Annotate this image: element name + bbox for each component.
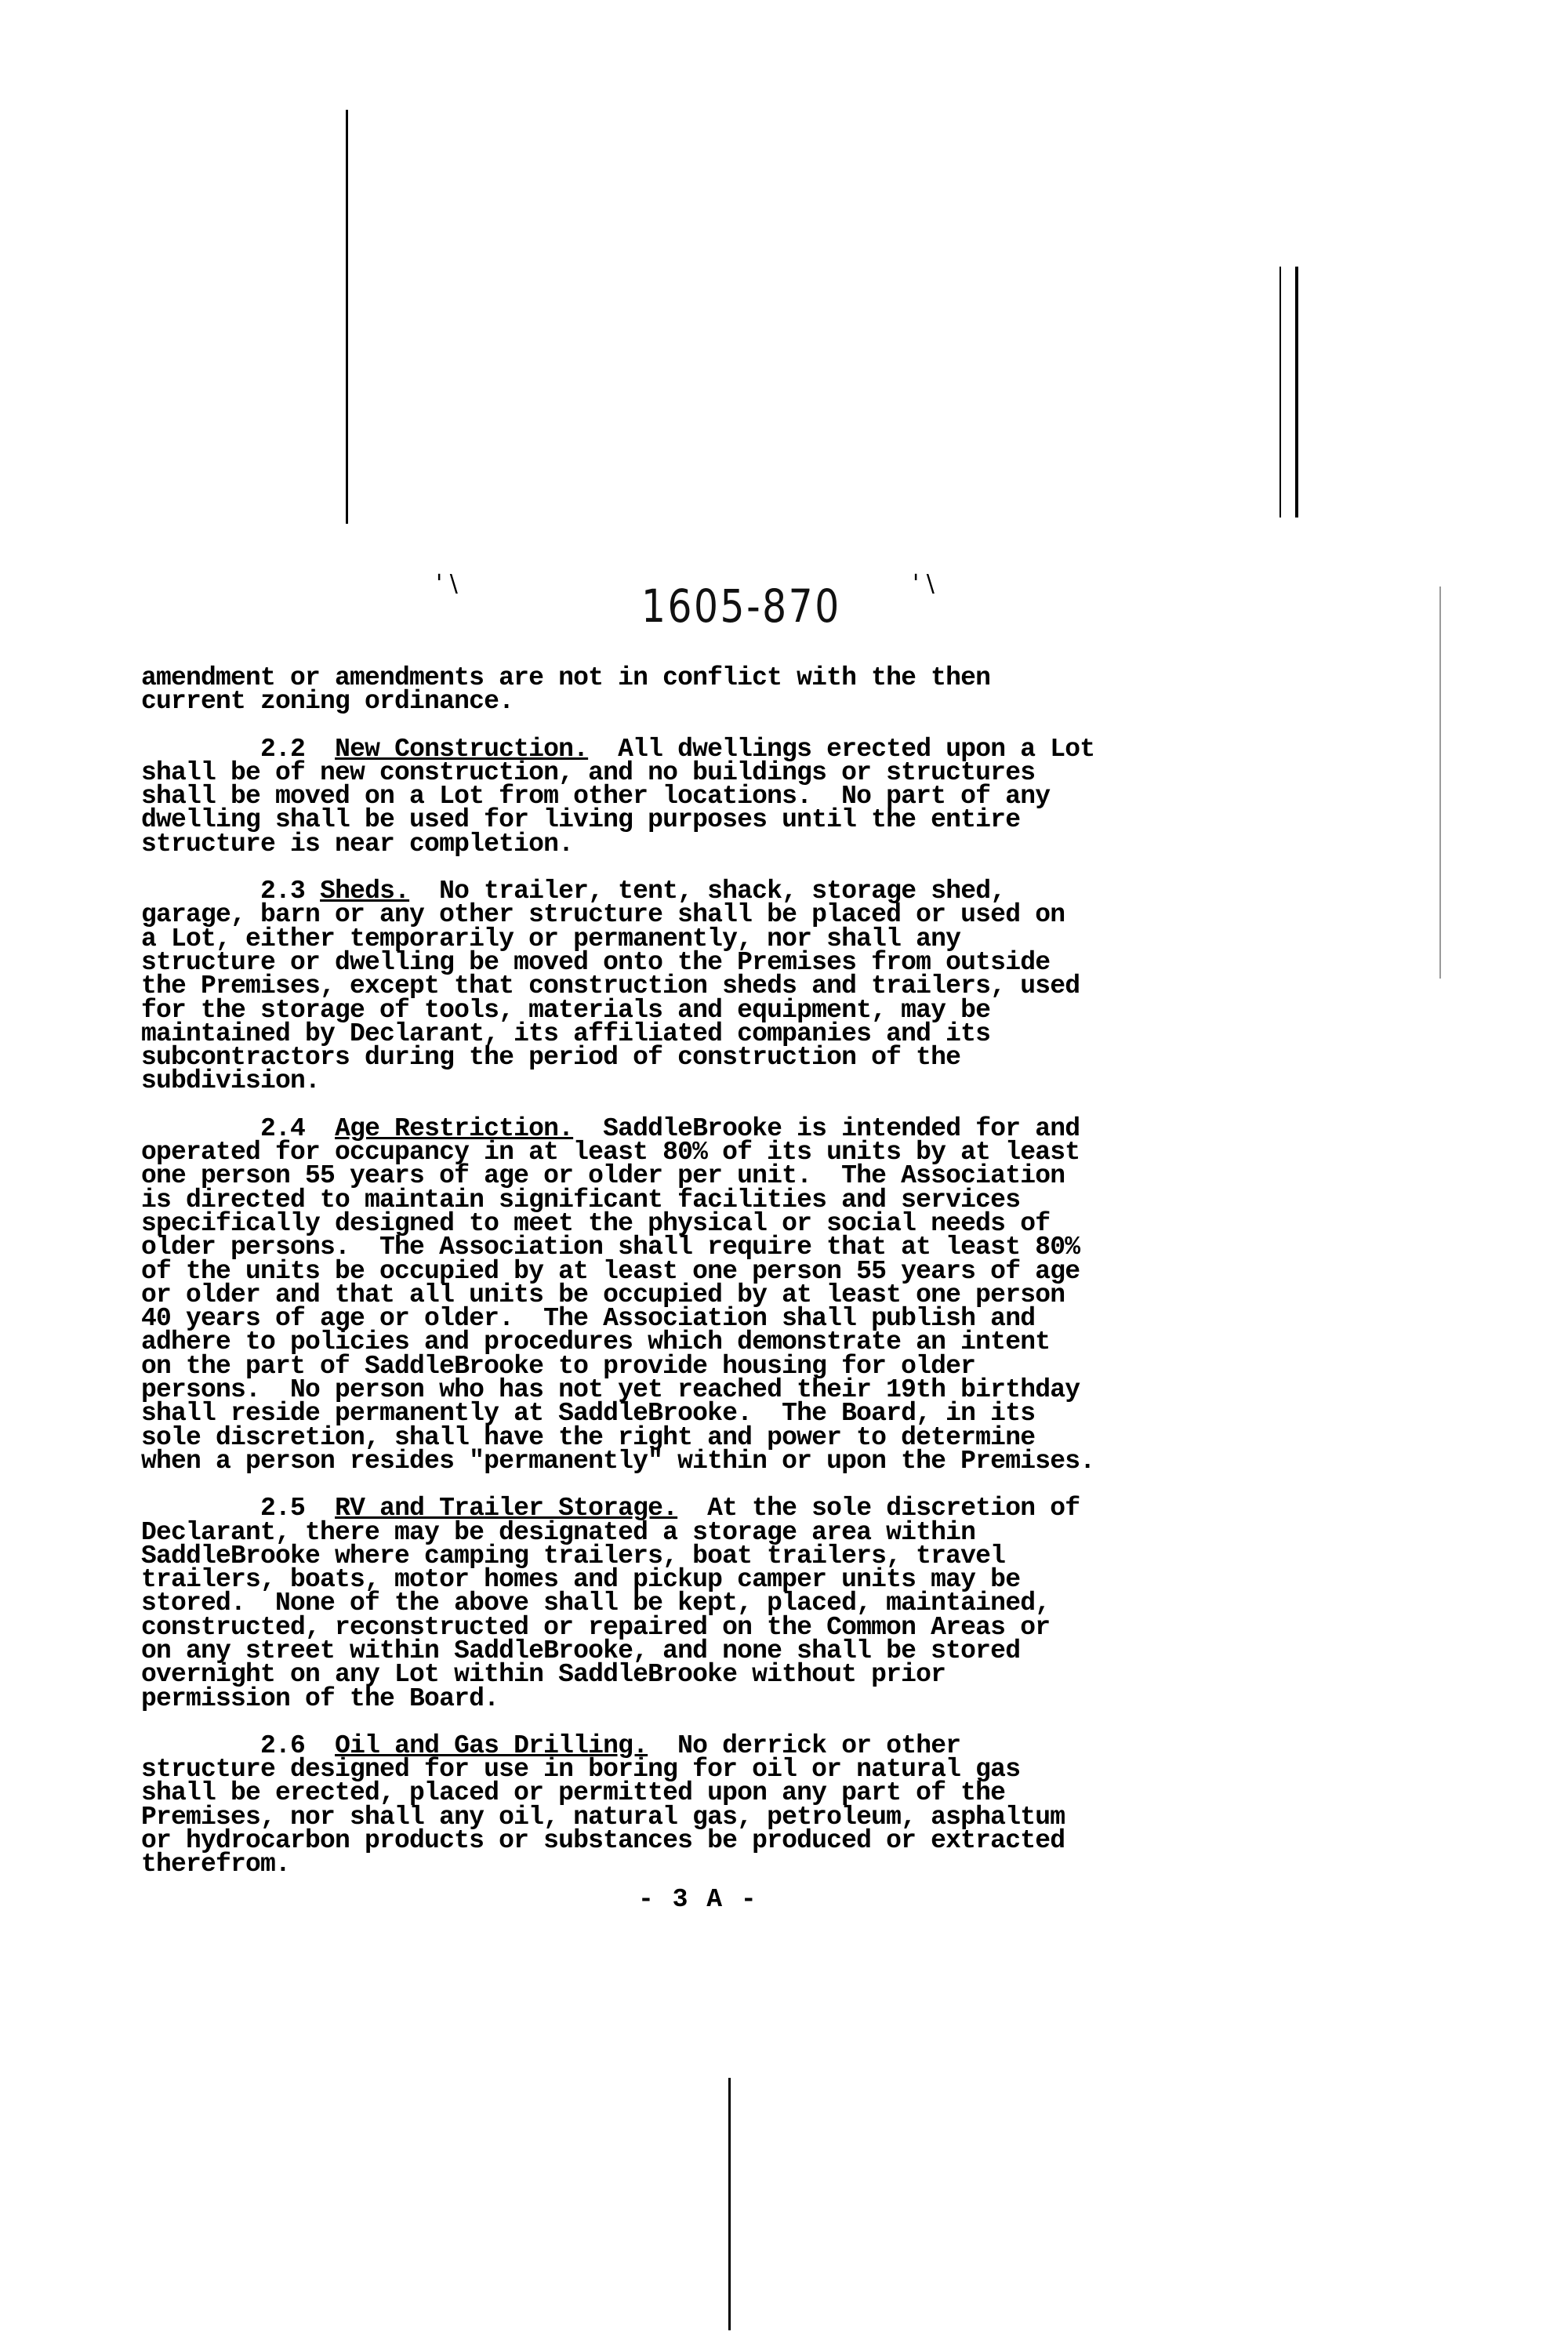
paragraph-continuation bbox=[141, 663, 1254, 717]
paragraph-text: amendment or amendments are not in conflict with the then current zoning ordinance. bbox=[141, 663, 991, 717]
section-text: No trailer, tent, shack, storage shed, garage, barn or any other structure shall be placed or used on a Lot, either temporarily or permanently, nor shall any structure or dwelling be moved onto the Premises from outside the Premises, except that construction sheds and trailers, used for the storage of tools, materials and equipment, may be maintained by Declarant, its affiliated companies and its subcontractors during the period of construction of the subdivision. bbox=[141, 877, 1080, 1096]
section-2-3-sheds bbox=[141, 877, 1254, 1096]
scan-line-right-margin bbox=[1439, 586, 1441, 979]
tick-mark-right: ' \ bbox=[913, 570, 935, 597]
section-2-6-oil-gas-drilling bbox=[141, 1730, 1254, 1879]
section-heading: New Construction. bbox=[335, 734, 589, 764]
scan-line-top-right-thin bbox=[1279, 267, 1281, 518]
section-text: All dwellings erected upon a Lot shall be of new construction, and no buildings or structures shall be moved on a Lot from other locations. No part of any dwelling shall be used for living purposes until the entire structure is near completion. bbox=[141, 734, 1095, 859]
section-heading: RV and Trailer Storage. bbox=[335, 1494, 678, 1523]
section-text: At the sole discretion of Declarant, there may be designated a storage area within SaddleBrooke where camping trailers, boat trailers, travel trailers, boats, motor homes and pickup camper units may be stored. None of the above shall be kept, placed, maintained, constructed, reconstructed or repaired on the Common Areas or on any street within SaddleBrooke, and none shall be stored overnight on any Lot within SaddleBrooke without prior permission of the Board. bbox=[141, 1494, 1080, 1713]
section-2-5-rv-trailer-storage bbox=[141, 1494, 1254, 1713]
section-2-2-new-construction bbox=[141, 734, 1254, 859]
section-heading: Oil and Gas Drilling. bbox=[335, 1730, 648, 1760]
section-number: 2.6 bbox=[260, 1730, 306, 1760]
scan-line-bottom-center bbox=[728, 2078, 731, 2330]
scan-line-top-left bbox=[346, 110, 348, 524]
document-body bbox=[141, 663, 1254, 1901]
recording-number: 1605-870 bbox=[641, 579, 841, 633]
section-text: No derrick or other structure designed for use in boring for oil or natural gas shall be erected, placed or permitted upon any part of the Premises, nor shall any oil, natural gas, petroleum, asphaltum or hydrocarbon products or substances be produced or extracted therefrom. bbox=[141, 1730, 1065, 1879]
scan-line-top-right-thick bbox=[1295, 267, 1298, 518]
section-2-4-age-restriction bbox=[141, 1113, 1254, 1476]
page-number: - 3 A - bbox=[638, 1885, 758, 1914]
section-text: SaddleBrooke is intended for and operated for occupancy in at least 80% of its units by at least one person 55 years of age or older per unit. The Association is directed to maintain significant facilities and services specifically designed to meet the physical or social needs of older persons. The Association shall require that at least 80% of the units be occupied by at least one person 55 years of age or older and that all units be occupied by at least one person 40 years of age or older. The Association shall publish and adhere to policies and procedures which demonstrate an intent on the part of SaddleBrooke to provide housing for older persons. No person who has not yet reached their 19th birthday shall reside permanently at SaddleBrooke. The Board, in its sole discretion, shall have the right and power to determine when a person resides "permanently" within or upon the Premises. bbox=[141, 1113, 1095, 1476]
section-heading: Age Restriction. bbox=[335, 1113, 574, 1143]
section-number: 2.4 bbox=[260, 1113, 306, 1143]
tick-mark-left: ' \ bbox=[436, 570, 458, 597]
section-heading: Sheds. bbox=[320, 877, 410, 906]
section-number: 2.3 bbox=[260, 877, 306, 906]
section-number: 2.5 bbox=[260, 1494, 306, 1523]
section-number: 2.2 bbox=[260, 734, 306, 764]
